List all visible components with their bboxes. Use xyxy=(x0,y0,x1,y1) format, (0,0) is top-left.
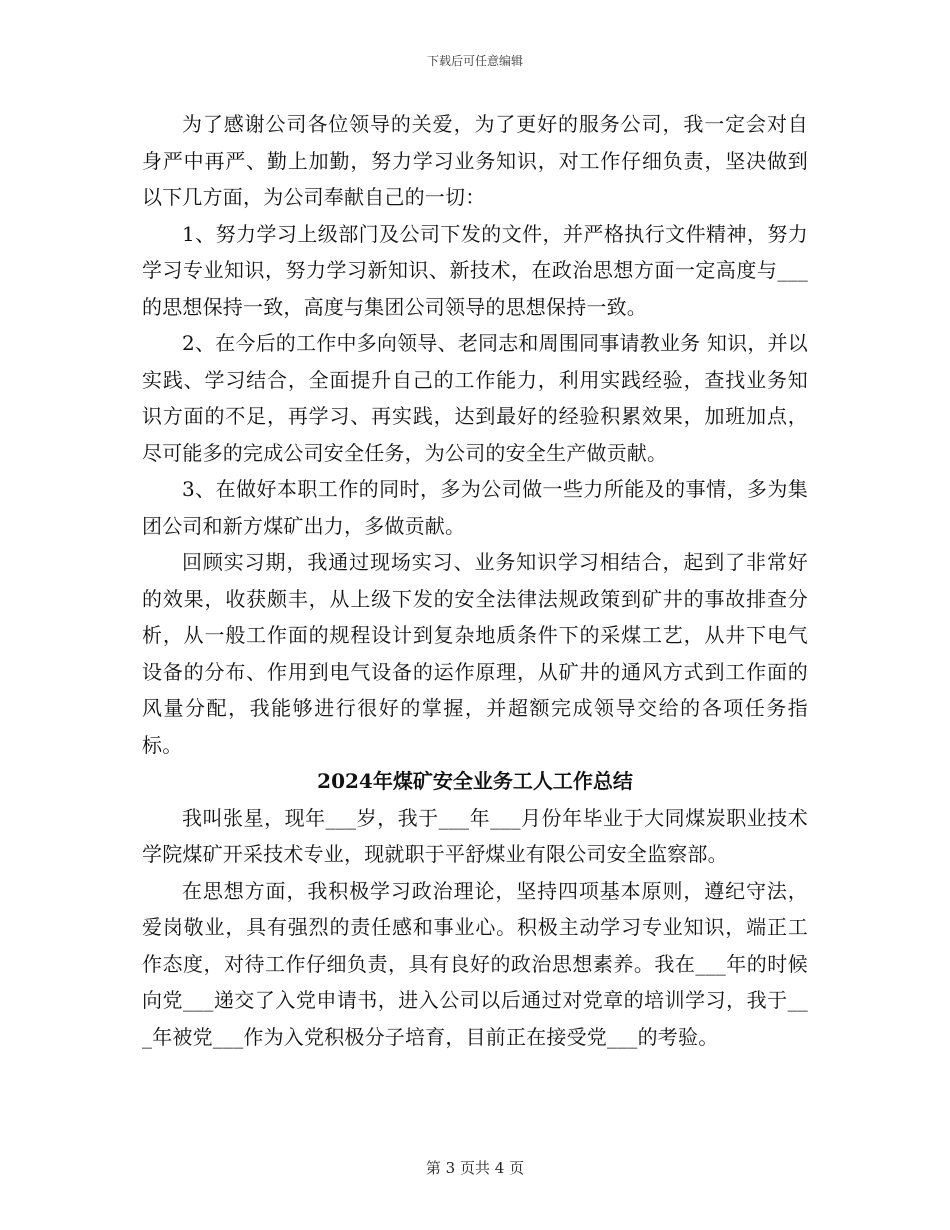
paragraph-self-introduction: 我叫张星，现年___岁，我于___年___月份年毕业于大同煤炭职业技术学院煤矿开采技术专业，现就职于平舒煤业有限公司安全监察部。 xyxy=(142,805,808,866)
page-header-note: 下载后可任意编辑 xyxy=(426,54,523,68)
page-number-footer: 第 3 页共 4 页 xyxy=(425,1159,525,1177)
document-body xyxy=(142,106,808,1055)
paragraph-commitment-intro: 为了感谢公司各位领导的关爱，为了更好的服务公司，我一定会对自身严中再严、勤上加勤，努力学习业务知识，对工作仔细负责，坚决做到以下几方面，为公司奉献自己的一切： xyxy=(142,112,808,209)
paragraph-ideology: 在思想方面，我积极学习政治理论，坚持四项基本原则，遵纪守法，爱岗敬业，具有强烈的责任感和事业心。积极主动学习专业知识，端正工作态度，对待工作仔细负责，具有良好的政治思想素养。我在___年的时候向党___递交了入党申请书，进入公司以后通过对党章的培训学习，我于___年被党___作为入党积极分子培育，目前正在接受党___的考验。 xyxy=(142,878,808,1049)
paragraph-item-3: 3、在做好本职工作的同时，多为公司做一些力所能及的事情，多为集团公司和新方煤矿出力，多做贡献。 xyxy=(142,477,808,538)
paragraph-item-1: 1、努力学习上级部门及公司下发的文件，并严格执行文件精神，努力学习专业知识，努力学习新知识、新技术，在政治思想方面一定高度与___的思想保持一致，高度与集团公司领导的思想保持一致。 xyxy=(142,221,808,319)
paragraph-item-2: 2、在今后的工作中多向领导、老同志和周围同事请教业务 知识，并以实践、学习结合，全面提升自己的工作能力，利用实践经验，查找业务知识方面的不足，再学习、再实践，达到最好的经验积累效果，加班加点，尽可能多的完成公司安全任务，为公司的安全生产做贡献。 xyxy=(142,331,808,465)
paragraph-internship-review: 回顾实习期，我通过现场实习、业务知识学习相结合，起到了非常好的效果，收获颇丰，从上级下发的安全法律法规政策到矿井的事故排查分析，从一般工作面的规程设计到复杂地质条件下的采煤工艺，从井下电气设备的分布、作用到电气设备的运作原理，从矿井的通风方式到工作面的风量分配，我能够进行很好的掌握，并超额完成领导交给的各项任务指标。 xyxy=(142,550,808,757)
section-heading: 2024年煤矿安全业务工人工作总结 xyxy=(317,769,633,793)
